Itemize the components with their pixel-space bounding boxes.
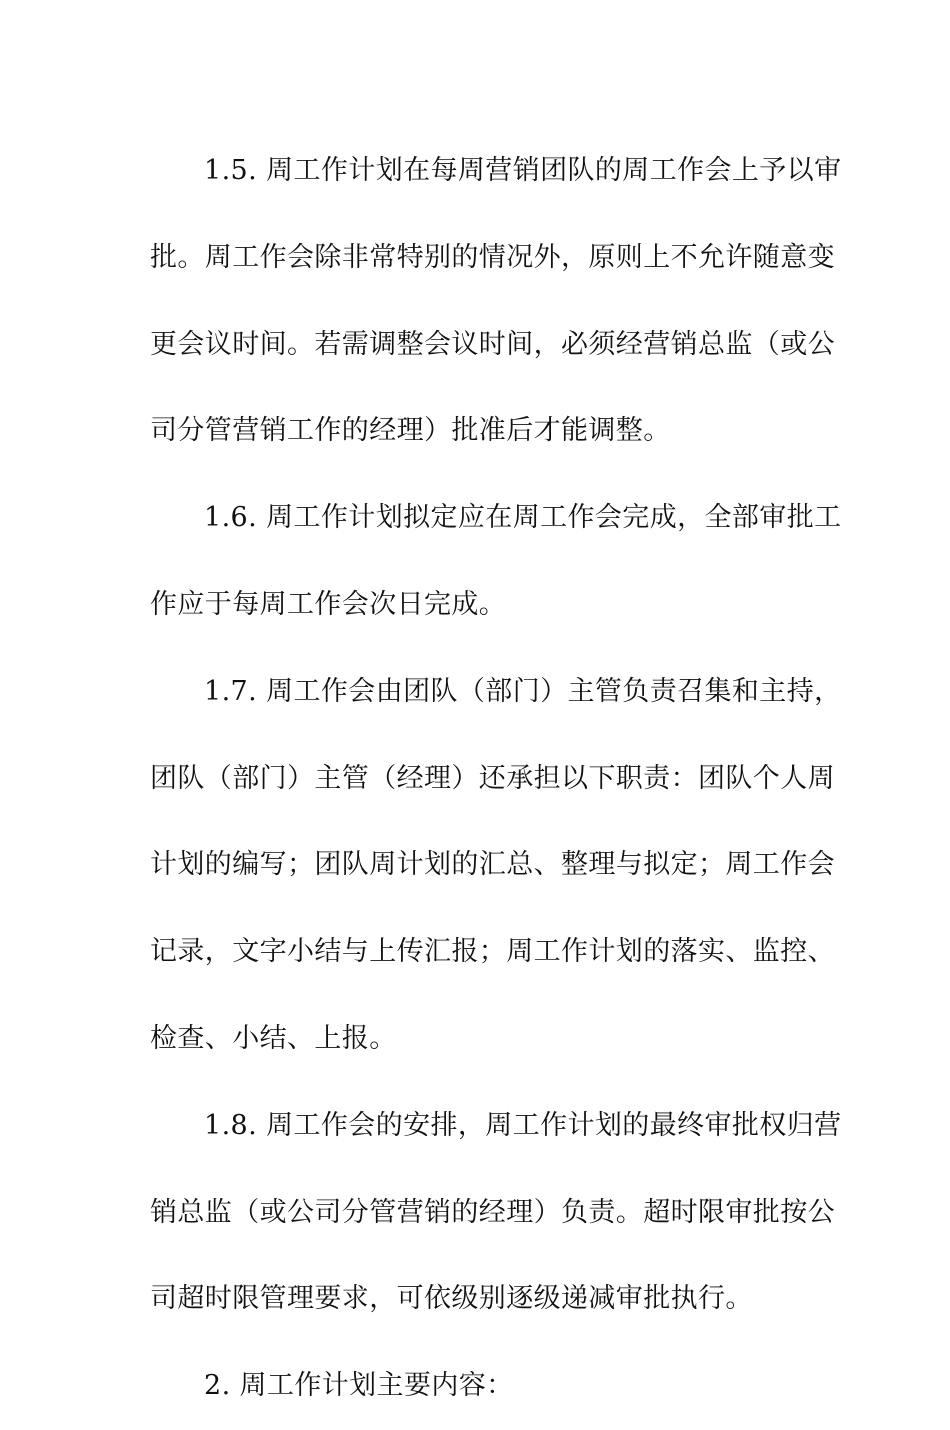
text-line: 1.7. 周工作会由团队（部门）主管负责召集和主持， (204, 675, 842, 707)
text-line: 团队（部门）主管（经理）还承担以下职责：团队个人周 (150, 762, 835, 794)
text-line: 检查、小结、上报。 (150, 1022, 397, 1054)
text-line: 1.6. 周工作计划拟定应在周工作会完成，全部审批工 (204, 502, 842, 534)
paragraph-1-5 (150, 128, 842, 475)
text-line: 1.5. 周工作计划在每周营销团队的周工作会上予以审 (204, 155, 842, 186)
text-line: 销总监（或公司分管营销的经理）负责。超时限审批按公 (150, 1196, 835, 1228)
text-line: 批。周工作会除非常特别的情况外，原则上不允许随意变 (150, 241, 835, 273)
text-line: 更会议时间。若需调整会议时间，必须经营销总监（或公 (150, 328, 835, 360)
text-line: 记录，文字小结与上传汇报；周工作计划的落实、监控、 (150, 936, 835, 968)
text-line: 2. 周工作计划主要内容： (204, 1370, 514, 1402)
paragraph-1-6 (150, 475, 842, 649)
text-line: 司分管营销工作的经理）批准后才能调整。 (150, 415, 671, 447)
text-line: 作应于每周工作会次日完成。 (150, 588, 507, 620)
document-body (150, 128, 842, 1430)
text-line: 计划的编写；团队周计划的汇总、整理与拟定；周工作会 (150, 849, 835, 881)
section-heading-2 (150, 1343, 810, 1430)
text-line: 司超时限管理要求，可依级别逐级递减审批执行。 (150, 1283, 753, 1315)
text-line: 1.8. 周工作会的安排，周工作计划的最终审批权归营 (204, 1109, 842, 1141)
paragraph-1-7 (150, 649, 842, 1083)
paragraph-1-8 (150, 1083, 842, 1343)
